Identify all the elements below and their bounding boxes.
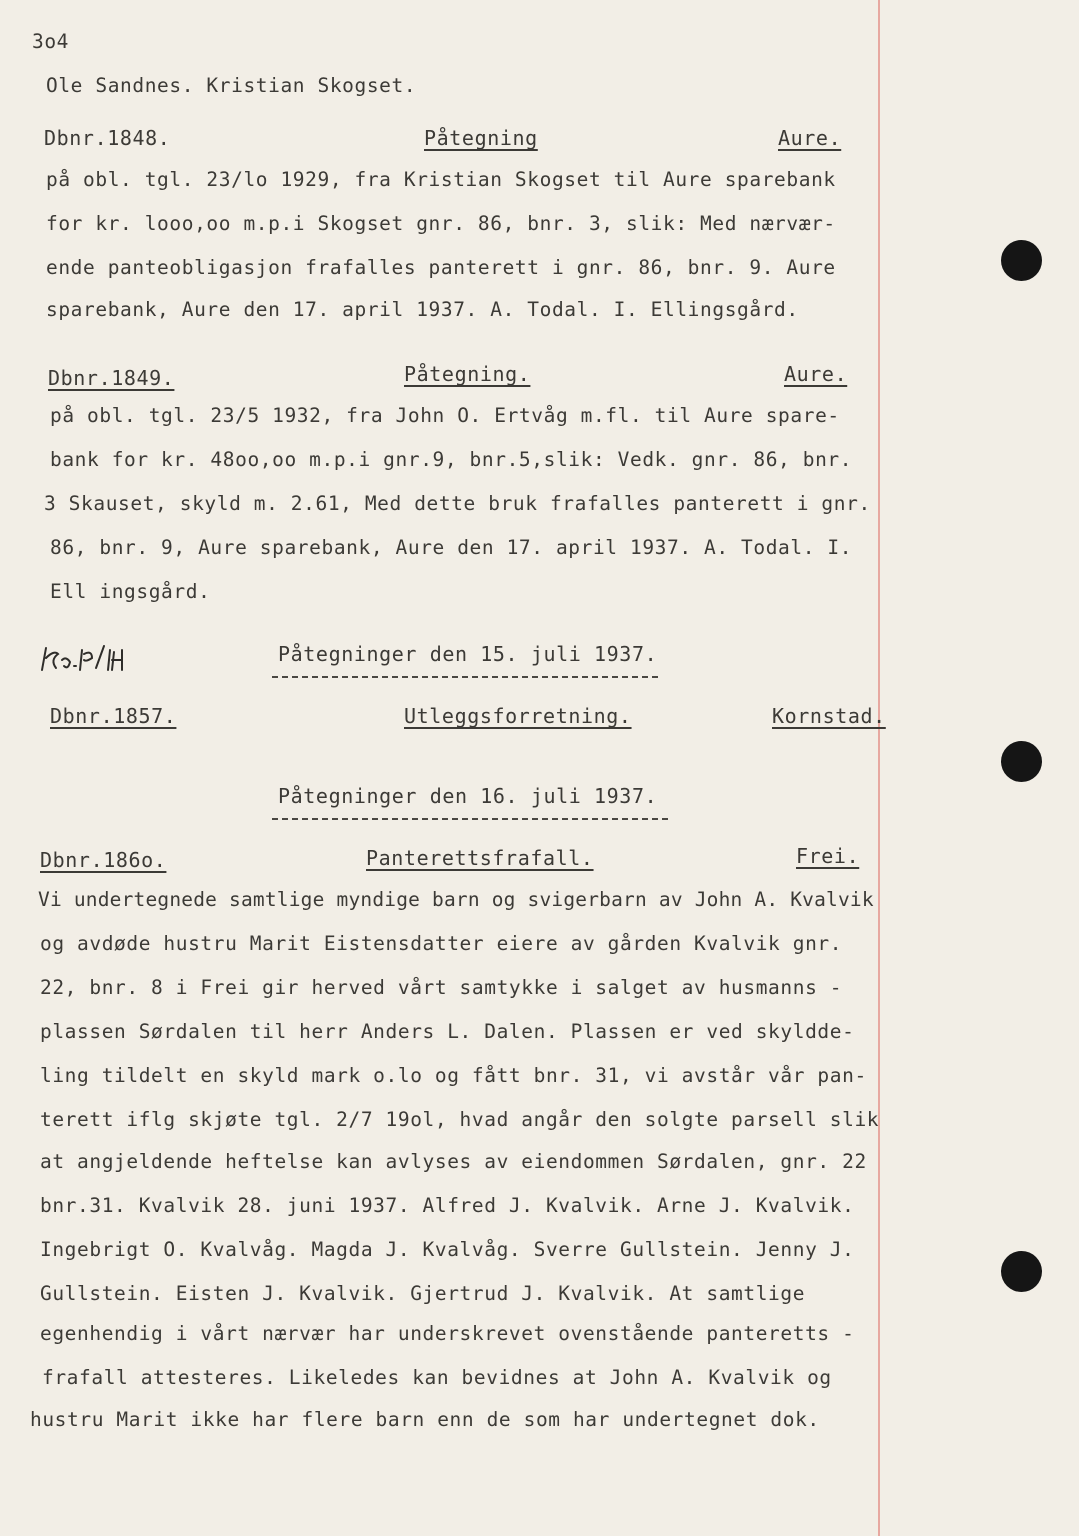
entry-line: Gullstein. Eisten J. Kvalvik. Gjertrud J. Kvalvik. At samtlige xyxy=(40,1282,806,1305)
margin-signature xyxy=(36,640,146,678)
entry-line: bank for kr. 48oo,oo m.p.i gnr.9, bnr.5,slik: Vedk. gnr. 86, bnr. xyxy=(50,448,853,471)
entry-line: ende panteobligasjon frafalles panterett i gnr. 86, bnr. 9. Aure xyxy=(46,256,836,279)
entry-dbnr: Dbnr.1848. xyxy=(44,126,171,150)
entry-dbnr: Dbnr.1857. xyxy=(50,704,177,728)
entry-line: sparebank, Aure den 17. april 1937. A. Todal. I. Ellingsgård. xyxy=(46,298,799,321)
header-names: Ole Sandnes. Kristian Skogset. xyxy=(46,74,417,97)
punch-hole xyxy=(1001,741,1042,782)
dashed-rule xyxy=(272,676,658,678)
entry-dbnr: Dbnr.1849. xyxy=(48,366,175,390)
entry-type: Påtegning. xyxy=(404,362,531,386)
dashed-rule xyxy=(272,818,668,820)
margin-rule xyxy=(878,0,880,1536)
entry-place: Aure. xyxy=(778,126,842,150)
date-heading: Påtegninger den 15. juli 1937. xyxy=(278,642,658,666)
entry-line: frafall attesteres. Likeledes kan bevidnes at John A. Kvalvik og xyxy=(42,1366,832,1389)
entry-line: Vi undertegnede samtlige myndige barn og svigerbarn av John A. Kvalvik xyxy=(38,888,874,911)
entry-line: Ell ingsgård. xyxy=(50,580,211,603)
entry-dbnr: Dbnr.186o. xyxy=(40,848,167,872)
entry-line: Ingebrigt O. Kvalvåg. Magda J. Kvalvåg. Sverre Gullstein. Jenny J. xyxy=(40,1238,855,1261)
entry-line: hustru Marit ikke har flere barn enn de som har undertegnet dok. xyxy=(30,1408,820,1431)
entry-line: på obl. tgl. 23/lo 1929, fra Kristian Skogset til Aure sparebank xyxy=(46,168,836,191)
entry-line: at angjeldende heftelse kan avlyses av eiendommen Sørdalen, gnr. 22 xyxy=(40,1150,867,1173)
date-heading: Påtegninger den 16. juli 1937. xyxy=(278,784,658,808)
entry-line: plassen Sørdalen til herr Anders L. Dalen. Plassen er ved skyldde- xyxy=(40,1020,855,1043)
entry-line: terett iflg skjøte tgl. 2/7 19ol, hvad angår den solgte parsell slik xyxy=(40,1108,880,1131)
entry-line: egenhendig i vårt nærvær har underskrevet ovenstående panteretts - xyxy=(40,1322,855,1345)
entry-line: ling tildelt en skyld mark o.lo og fått bnr. 31, vi avstår vår pan- xyxy=(40,1064,867,1087)
entry-line: for kr. looo,oo m.p.i Skogset gnr. 86, bnr. 3, slik: Med nærvær- xyxy=(46,212,836,235)
entry-type: Utleggsforretning. xyxy=(404,704,632,728)
entry-place: Frei. xyxy=(796,844,860,868)
entry-line: 3 Skauset, skyld m. 2.61, Med dette bruk frafalles panterett i gnr. xyxy=(44,492,871,515)
punch-hole xyxy=(1001,1251,1042,1292)
entry-place: Kornstad. xyxy=(772,704,886,728)
entry-line: bnr.31. Kvalvik 28. juni 1937. Alfred J. Kvalvik. Arne J. Kvalvik. xyxy=(40,1194,855,1217)
entry-line: og avdøde hustru Marit Eistensdatter eiere av gården Kvalvik gnr. xyxy=(40,932,843,955)
page-number: 3o4 xyxy=(32,30,70,53)
entry-line: 86, bnr. 9, Aure sparebank, Aure den 17. april 1937. A. Todal. I. xyxy=(50,536,853,559)
punch-hole xyxy=(1001,240,1042,281)
entry-type: Påtegning xyxy=(424,126,538,150)
entry-type: Panterettsfrafall. xyxy=(366,846,594,870)
entry-line: 22, bnr. 8 i Frei gir herved vårt samtykke i salget av husmanns - xyxy=(40,976,843,999)
entry-line: på obl. tgl. 23/5 1932, fra John O. Ertvåg m.fl. til Aure spare- xyxy=(50,404,840,427)
entry-place: Aure. xyxy=(784,362,848,386)
